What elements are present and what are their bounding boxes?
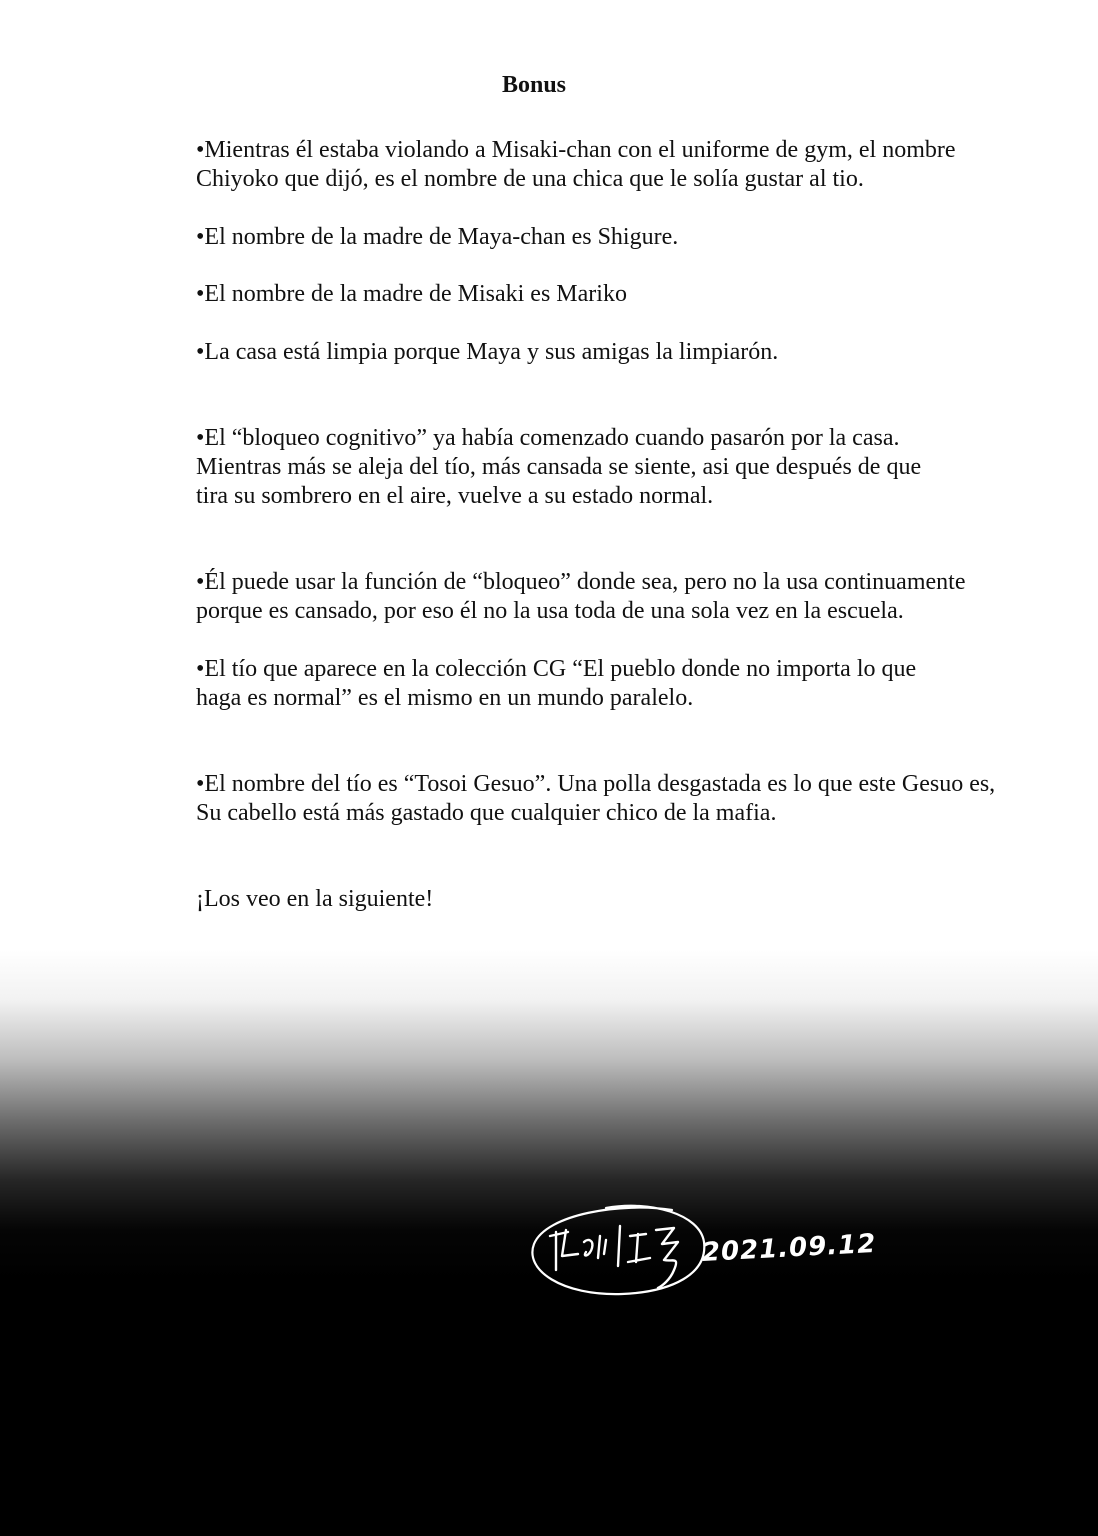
signature-date: 2021.09.12: [701, 1228, 878, 1268]
note-line: •El tío que aparece en la colección CG “El pueblo donde no importa lo que: [196, 656, 917, 682]
note-line: •El nombre del tío es “Tosoi Gesuo”. Una polla desgastada es lo que este Gesuo es,: [196, 771, 996, 797]
note-line: Chiyoko que dijó, es el nombre de una chica que le solía gustar al tio.: [196, 166, 864, 192]
note-paragraph: [196, 136, 956, 194]
note-paragraph: [196, 424, 921, 511]
note-line: •Mientras él estaba violando a Misaki-chan con el uniforme de gym, el nombre: [196, 137, 956, 163]
note-paragraph: [196, 338, 778, 367]
note-line: tira su sombrero en el aire, vuelve a su estado normal.: [196, 483, 714, 509]
note-line: •Él puede usar la función de “bloqueo” donde sea, pero no la usa continuamente: [196, 569, 966, 595]
note-line: ¡Los veo en la siguiente!: [196, 886, 434, 912]
note-line: •El nombre de la madre de Misaki es Mariko: [196, 281, 627, 307]
note-line: •La casa está limpia porque Maya y sus amigas la limpiarón.: [196, 339, 779, 365]
note-line: Mientras más se aleja del tío, más cansada se siente, asi que después de que: [196, 454, 922, 480]
note-paragraph: [196, 655, 916, 713]
note-paragraph: [196, 770, 995, 828]
note-line: •El nombre de la madre de Maya-chan es Shigure.: [196, 224, 679, 250]
note-line: Su cabello está más gastado que cualquier chico de la mafia.: [196, 800, 777, 826]
note-line: haga es normal” es el mismo en un mundo paralelo.: [196, 685, 694, 711]
note-line: •El “bloqueo cognitivo” ya había comenzado cuando pasarón por la casa.: [196, 425, 900, 451]
note-paragraph: [196, 568, 965, 626]
page-title: Bonus: [501, 72, 567, 98]
note-paragraph: [196, 280, 627, 309]
note-paragraph: [196, 885, 433, 914]
note-line: porque es cansado, por eso él no la usa toda de una sola vez en la escuela.: [196, 598, 904, 624]
note-paragraph: [196, 223, 678, 252]
